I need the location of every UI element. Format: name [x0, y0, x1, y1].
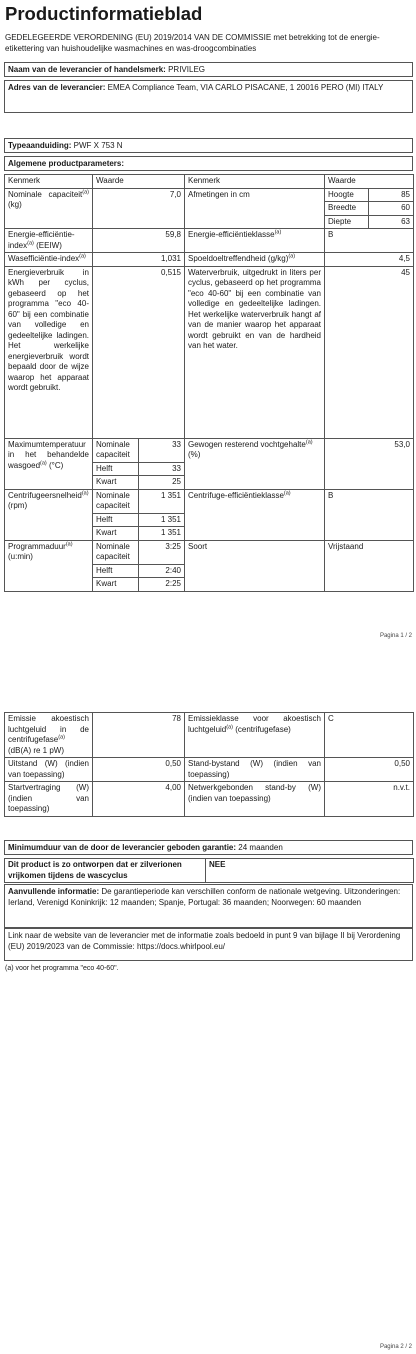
duration-unit: (u:min): [8, 552, 33, 561]
table-row: [5, 188, 414, 202]
noise-class-unit: (centrifugefase): [235, 724, 291, 734]
standby-value: 0,50: [325, 758, 414, 782]
supplier-address-row: [4, 80, 413, 113]
duration-label: Programmaduur: [8, 541, 66, 551]
energy-class-value: B: [325, 229, 414, 253]
page-gap: [0, 646, 416, 698]
duration-quarter: 2:25: [139, 578, 185, 592]
supplier-name-row: [4, 62, 413, 77]
supplier-website-link[interactable]: https://docs.whirlpool.eu/: [136, 942, 226, 951]
table-row: [5, 859, 414, 883]
supplier-name: PRIVILEG: [168, 65, 205, 74]
additional-info-label: Aanvullende informatie:: [8, 887, 100, 896]
spin-speed-unit: (rpm): [8, 501, 28, 510]
water-consumption-label: Waterverbruik, uitgedrukt in liters per cyclus, gebaseerd op het programma "eco 40-60" bij een combinatie van volledige en gedeeltelijke ladingen. Het werkelijke waterverbruik hangt af van de manier waarop het apparaat wordt gebruikt en van de hardheid van het water.: [185, 266, 325, 438]
rated-capacity-unit: (kg): [8, 200, 22, 209]
moisture-unit: (%): [188, 450, 201, 459]
noise-class-value: C: [325, 713, 414, 758]
spin-quarter: 1 351: [139, 527, 185, 541]
max-temp-cell: [5, 438, 93, 489]
noise-class-label: Emissieklasse voor akoestisch luchtgeluid: [188, 714, 321, 734]
delay-start-label: Startvertraging (W) (indien van toepassing): [5, 782, 93, 817]
guarantee-row: [4, 840, 413, 855]
table-row: [5, 253, 414, 267]
guarantee-label: Minimumduur van de door de leverancier geboden garantie:: [8, 843, 237, 852]
spin-class-cell: [185, 489, 325, 540]
noise-class-cell: [185, 713, 325, 758]
footnote-marker: (a): [27, 239, 34, 246]
depth-value: 63: [369, 215, 414, 229]
footnote-marker: (a): [82, 188, 89, 195]
moisture-cell: [185, 438, 325, 489]
silver-ions-value: NEE: [206, 859, 414, 883]
parameters-table: [4, 174, 414, 592]
silver-ions-label: Dit product is zo ontworpen dat er zilverionen vrijkomen tijdens de wascyclus: [5, 859, 206, 883]
half-label: Helft: [93, 564, 139, 578]
spin-speed-cell: [5, 489, 93, 540]
table-row: [5, 438, 414, 462]
energy-class-label: Energie-efficiëntieklasse: [188, 230, 275, 239]
eei-unit: (EEIW): [36, 240, 62, 250]
page-title: Productinformatieblad: [5, 3, 203, 24]
footnote-marker: (a): [226, 723, 233, 730]
half-label: Helft: [93, 462, 139, 476]
type-value: Vrijstaand: [325, 540, 414, 591]
water-consumption-value: 45: [325, 266, 414, 438]
off-mode-value: 0,50: [93, 758, 185, 782]
table-row: [5, 782, 414, 817]
silver-ions-table: [4, 858, 414, 883]
eei-cell: [5, 229, 93, 253]
noise-unit: (dB(A) re 1 pW): [8, 745, 65, 755]
footnote-marker: (a): [305, 438, 313, 445]
half-label: Helft: [93, 513, 139, 527]
max-temp-label: Maximumtemperatuur in het behandelde wasgoed: [8, 439, 89, 470]
table-row: [5, 266, 414, 438]
width-value: 60: [369, 202, 414, 216]
spin-class-label: Centrifuge-efficiëntieklasse: [188, 490, 284, 500]
table-row: [5, 229, 414, 253]
footnote-marker: (a): [288, 253, 296, 260]
rinsing-label: Spoeldoeltreffendheid (g/kg): [188, 254, 289, 263]
model-row: [4, 138, 413, 153]
address-label: Adres van de leverancier:: [8, 83, 106, 92]
dimensions-label: Afmetingen in cm: [185, 188, 325, 229]
additional-info-text: De garantieperiode kan verschillen conform de nationale wetgeving. Uitzonderingen: Ierland, Verenigd Koninkrijk: 12 maanden; Spanje, Portugal: 36 maanden; Noorwegen: 60 maanden: [8, 887, 401, 907]
noise-value: 78: [93, 713, 185, 758]
page-1: [0, 0, 416, 643]
model-identifier: PWF X 753 N: [73, 141, 123, 150]
type-label: Soort: [185, 540, 325, 591]
footnote-marker: (a): [81, 489, 89, 496]
address: EMEA Compliance Team, VIA CARLO PISACANE, 1 20016 PERO (MI) ITALY: [107, 83, 384, 92]
footnote-marker: (a): [65, 540, 73, 547]
max-temp-quarter: 25: [139, 476, 185, 490]
noise-cell: [5, 713, 93, 758]
max-temp-unit: (°C): [49, 460, 64, 470]
table-row: [5, 489, 414, 513]
guarantee-value: 24 maanden: [238, 843, 283, 852]
page-number: Pagina 2 / 2: [379, 1344, 412, 1350]
height-label: Hoogte: [325, 188, 369, 202]
col-header-kenmerk-2: Kenmerk: [185, 175, 325, 189]
rated-capacity-label: Nominale capaciteit: [8, 189, 83, 199]
eei-value: 59,8: [93, 229, 185, 253]
off-mode-label: Uitstand (W) (indien van toepassing): [5, 758, 93, 782]
table-row: [5, 540, 414, 564]
table-header-row: [5, 175, 414, 189]
washing-eff-value: 1,031: [93, 253, 185, 267]
quarter-label: Kwart: [93, 476, 139, 490]
nominal-label: Nominale capaciteit: [93, 489, 139, 513]
footnote-marker: (a): [274, 229, 282, 236]
rinsing-cell: [185, 253, 325, 267]
rinsing-value: 4,5: [325, 253, 414, 267]
height-value: 85: [369, 188, 414, 202]
quarter-label: Kwart: [93, 527, 139, 541]
duration-half: 2:40: [139, 564, 185, 578]
energy-consumption-value: 0,515: [93, 266, 185, 438]
footnote-marker: (a): [79, 253, 86, 260]
model-label: Typeaanduiding:: [8, 141, 72, 150]
standby-label: Stand-bystand (W) (indien van toepassing): [185, 758, 325, 782]
moisture-label: Gewogen resterend vochtgehalte: [188, 439, 306, 449]
moisture-value: 53,0: [325, 438, 414, 489]
eei-label: Energie-efficiëntie-index: [8, 230, 75, 250]
general-parameters-label: Algemene productparameters:: [8, 159, 125, 168]
rated-capacity-value: 7,0: [93, 188, 185, 229]
delay-start-value: 4,00: [93, 782, 185, 817]
col-header-waarde: Waarde: [93, 175, 185, 189]
link-text: Link naar de website van de leverancier met de informatie zoals bedoeld in punt 9 van bijlage II bij Verordening (EU) 2019/2023 van de Commissie:: [8, 931, 401, 951]
supplier-name-label: Naam van de leverancier of handelsmerk:: [8, 65, 166, 74]
footnote-marker: (a): [283, 489, 291, 496]
col-header-kenmerk: Kenmerk: [5, 175, 93, 189]
energy-consumption-label: Energieverbruik in kWh per cyclus, gebaseerd op het programma "eco 40-60" bij een combinatie van volledige en gedeeltelijke ladingen. Het werkelijke energieverbruik wordt bepaald door de wijze waarop het apparaat wordt gebruikt.: [5, 266, 93, 438]
width-label: Breedte: [325, 202, 369, 216]
link-row: [4, 928, 413, 961]
energy-class-cell: [185, 229, 325, 253]
footnote-marker: (a): [40, 459, 47, 466]
parameters-table-continued: [4, 712, 414, 817]
duration-cell: [5, 540, 93, 591]
nominal-label: Nominale capaciteit: [93, 438, 139, 462]
max-temp-nominal: 33: [139, 438, 185, 462]
table-row: [5, 713, 414, 758]
noise-label: Emissie akoestisch luchtgeluid in de centrifugefase: [8, 714, 89, 744]
additional-info-row: [4, 884, 413, 928]
quarter-label: Kwart: [93, 578, 139, 592]
duration-nominal: 3:25: [139, 540, 185, 564]
regulation-text: GEDELEGEERDE VERORDENING (EU) 2019/2014 VAN DE COMMISSIE met betrekking tot de energie-etikettering van huishoudelijke wasmachines en was-droogcombinaties: [5, 33, 380, 53]
washing-eff-label: Wasefficiëntie-index: [8, 254, 80, 263]
col-header-waarde-2: Waarde: [325, 175, 414, 189]
rated-capacity-cell: [5, 188, 93, 229]
depth-label: Diepte: [325, 215, 369, 229]
spin-nominal: 1 351: [139, 489, 185, 513]
spin-half: 1 351: [139, 513, 185, 527]
max-temp-half: 33: [139, 462, 185, 476]
table-row: [5, 758, 414, 782]
page-number: Pagina 1 / 2: [379, 633, 412, 639]
nominal-label: Nominale capaciteit: [93, 540, 139, 564]
washing-eff-cell: [5, 253, 93, 267]
spin-class-value: B: [325, 489, 414, 540]
general-parameters-row: [4, 156, 413, 171]
spin-speed-label: Centrifugeersnelheid: [8, 490, 82, 500]
footnote-marker: (a): [58, 734, 65, 741]
page-2: [0, 700, 416, 1354]
network-standby-value: n.v.t.: [325, 782, 414, 817]
footnote: (a) voor het programma "eco 40-60".: [5, 965, 119, 972]
network-standby-label: Netwerkgebonden stand-by (W) (indien van toepassing): [185, 782, 325, 817]
